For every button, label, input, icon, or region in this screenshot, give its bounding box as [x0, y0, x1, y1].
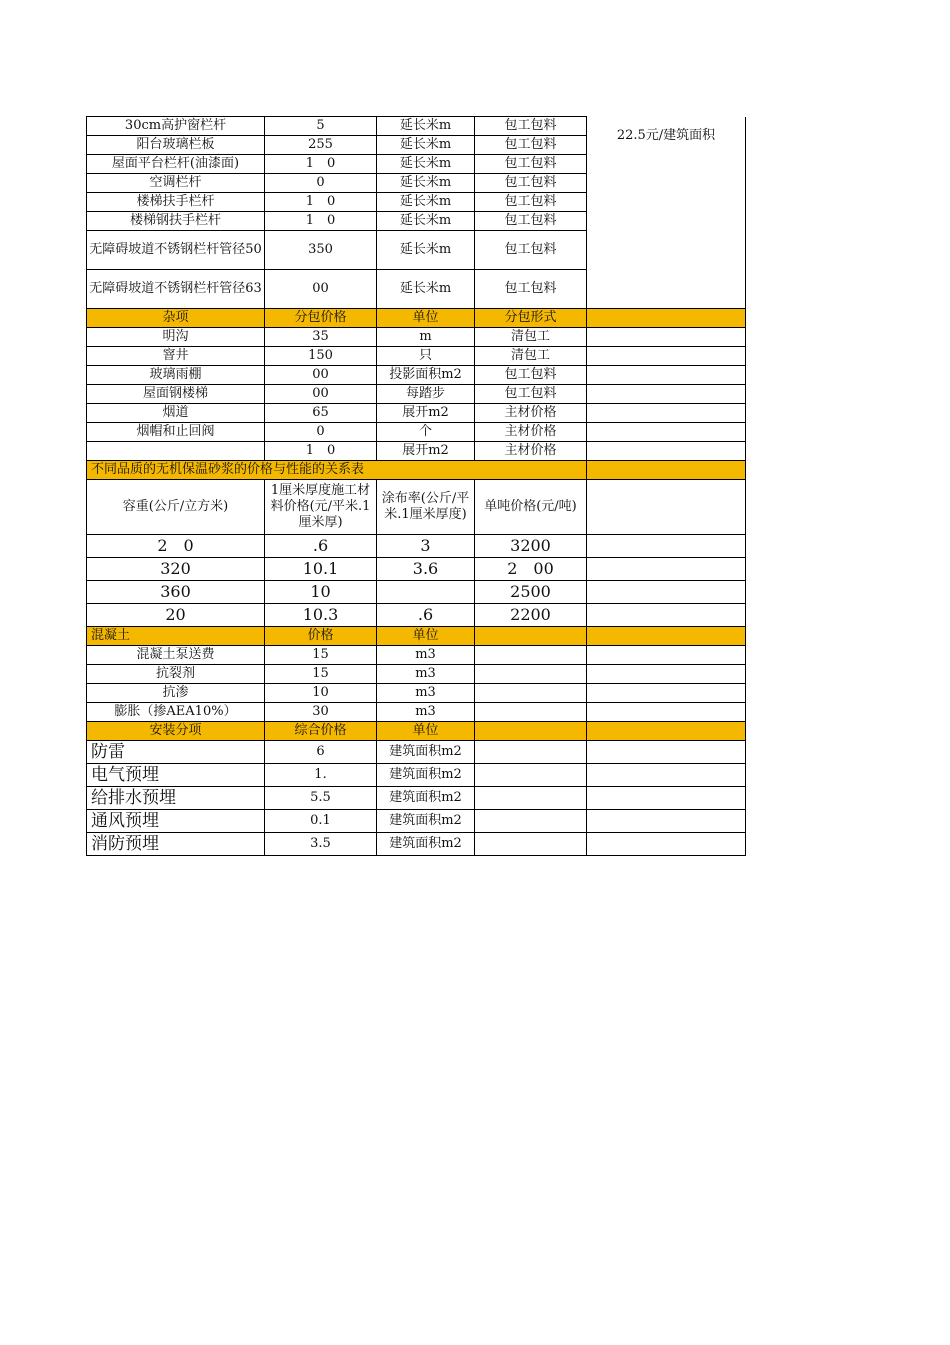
table-row	[87, 328, 746, 347]
item-name: 混凝土泵送费	[87, 646, 265, 665]
item-form: 包工包料	[475, 155, 587, 174]
empty-cell	[475, 741, 587, 764]
item-form: 包工包料	[475, 231, 587, 270]
item-form: 包工包料	[475, 193, 587, 212]
item-price: 255	[265, 136, 377, 155]
item-price: 3.5	[265, 833, 377, 856]
item-unit: 延长米m	[377, 270, 475, 309]
item-price: 00	[265, 366, 377, 385]
section-header-install	[87, 722, 746, 741]
table-row	[87, 703, 746, 722]
item-name: 楼梯扶手栏杆	[87, 193, 265, 212]
empty-cell	[475, 764, 587, 787]
item-price: 6	[265, 741, 377, 764]
item-unit: 展开m2	[377, 404, 475, 423]
empty-cell	[475, 833, 587, 856]
price-table	[86, 116, 746, 856]
item-unit: 展开m2	[377, 442, 475, 461]
item-price: 10	[265, 684, 377, 703]
header-unit: 单位	[377, 722, 475, 741]
column-header-material-price: 1厘米厚度施工材料价格(元/平米.1厘米厚)	[265, 480, 377, 535]
empty-cell	[587, 787, 746, 810]
table-row	[87, 787, 746, 810]
empty-cell	[587, 309, 746, 328]
empty-cell	[587, 328, 746, 347]
item-form: 包工包料	[475, 212, 587, 231]
empty-cell	[587, 764, 746, 787]
header-price: 综合价格	[265, 722, 377, 741]
item-name: 屋面钢楼梯	[87, 385, 265, 404]
empty-cell	[587, 604, 746, 627]
empty-cell	[587, 703, 746, 722]
item-name: 屋面平台栏杆(油漆面)	[87, 155, 265, 174]
item-price: 350	[265, 231, 377, 270]
empty-cell	[587, 810, 746, 833]
item-unit: 建筑面积m2	[377, 764, 475, 787]
density-value: 20	[87, 604, 265, 627]
empty-cell	[587, 535, 746, 558]
item-name: 无障碍坡道不锈钢栏杆管径63	[87, 270, 265, 309]
table-row	[87, 581, 746, 604]
item-name: 明沟	[87, 328, 265, 347]
empty-cell	[587, 741, 746, 764]
empty-cell	[475, 684, 587, 703]
empty-cell	[587, 558, 746, 581]
table-row	[87, 423, 746, 442]
item-price: 00	[265, 385, 377, 404]
empty-cell	[587, 347, 746, 366]
empty-cell	[475, 787, 587, 810]
material-price-value: 10	[265, 581, 377, 604]
item-name: 抗裂剂	[87, 665, 265, 684]
item-unit: 只	[377, 347, 475, 366]
table-row	[87, 366, 746, 385]
empty-cell	[587, 722, 746, 741]
item-form: 包工包料	[475, 117, 587, 136]
item-unit: 每踏步	[377, 385, 475, 404]
item-price: 1.	[265, 764, 377, 787]
empty-cell	[587, 480, 746, 535]
item-price: 5	[265, 117, 377, 136]
item-form: 主材价格	[475, 404, 587, 423]
item-name: 通风预埋	[87, 810, 265, 833]
item-unit: m	[377, 328, 475, 347]
item-name: 楼梯钢扶手栏杆	[87, 212, 265, 231]
item-form: 主材价格	[475, 423, 587, 442]
empty-cell	[587, 627, 746, 646]
item-unit: m3	[377, 665, 475, 684]
item-unit: 延长米m	[377, 155, 475, 174]
header-form: 分包形式	[475, 309, 587, 328]
item-name: 空调栏杆	[87, 174, 265, 193]
empty-cell	[475, 810, 587, 833]
item-form: 包工包料	[475, 385, 587, 404]
side-note: 22.5元/建筑面积	[587, 117, 746, 309]
item-price: 5.5	[265, 787, 377, 810]
section-header-concrete	[87, 627, 746, 646]
header-name: 杂项	[87, 309, 265, 328]
item-price: 65	[265, 404, 377, 423]
empty-cell	[587, 385, 746, 404]
item-form: 主材价格	[475, 442, 587, 461]
empty-cell	[475, 646, 587, 665]
empty-cell	[587, 366, 746, 385]
column-header-coverage: 涂布率(公斤/平米.1厘米厚度)	[377, 480, 475, 535]
item-form: 清包工	[475, 328, 587, 347]
item-unit: 延长米m	[377, 212, 475, 231]
item-name: 给排水预埋	[87, 787, 265, 810]
column-header-ton-price: 单吨价格(元/吨)	[475, 480, 587, 535]
table-row	[87, 604, 746, 627]
coverage-value	[377, 581, 475, 604]
empty-cell	[587, 684, 746, 703]
table-row	[87, 535, 746, 558]
item-form: 包工包料	[475, 136, 587, 155]
item-unit: m3	[377, 703, 475, 722]
item-unit: m3	[377, 646, 475, 665]
empty-cell	[587, 461, 746, 480]
empty-cell	[587, 646, 746, 665]
item-price: 30	[265, 703, 377, 722]
table-row	[87, 646, 746, 665]
material-price-value: .6	[265, 535, 377, 558]
header-name: 混凝土	[87, 627, 265, 646]
item-unit: 延长米m	[377, 174, 475, 193]
item-unit: 延长米m	[377, 231, 475, 270]
item-form: 包工包料	[475, 366, 587, 385]
item-name: 无障碍坡道不锈钢栏杆管径50	[87, 231, 265, 270]
material-price-value: 10.1	[265, 558, 377, 581]
item-price: 1 0	[265, 212, 377, 231]
item-unit: 个	[377, 423, 475, 442]
empty-cell	[475, 665, 587, 684]
item-name: 30cm高护窗栏杆	[87, 117, 265, 136]
coverage-value: .6	[377, 604, 475, 627]
empty-cell	[587, 442, 746, 461]
density-value: 320	[87, 558, 265, 581]
price-spreadsheet	[86, 116, 746, 856]
item-name: 窨井	[87, 347, 265, 366]
item-form: 包工包料	[475, 270, 587, 309]
item-price: 150	[265, 347, 377, 366]
item-unit: 延长米m	[377, 117, 475, 136]
item-price: 0	[265, 174, 377, 193]
item-name: 烟帽和止回阀	[87, 423, 265, 442]
header-name: 安装分项	[87, 722, 265, 741]
item-price: 1 0	[265, 442, 377, 461]
table-row	[87, 810, 746, 833]
empty-cell	[587, 665, 746, 684]
header-unit: 单位	[377, 627, 475, 646]
item-price: 1 0	[265, 155, 377, 174]
table-row	[87, 442, 746, 461]
item-name: 玻璃雨棚	[87, 366, 265, 385]
item-unit: 建筑面积m2	[377, 741, 475, 764]
table-row	[87, 117, 746, 136]
item-price: 35	[265, 328, 377, 347]
coverage-value: 3	[377, 535, 475, 558]
item-price: 0.1	[265, 810, 377, 833]
column-header-density: 容重(公斤/立方米)	[87, 480, 265, 535]
table-row	[87, 347, 746, 366]
section-header-mortar	[87, 461, 746, 480]
item-unit: 建筑面积m2	[377, 833, 475, 856]
item-unit: 建筑面积m2	[377, 787, 475, 810]
item-price: 00	[265, 270, 377, 309]
empty-cell	[587, 581, 746, 604]
section-header-misc	[87, 309, 746, 328]
item-unit: 投影面积m2	[377, 366, 475, 385]
coverage-value: 3.6	[377, 558, 475, 581]
header-unit: 单位	[377, 309, 475, 328]
table-row	[87, 833, 746, 856]
item-name	[87, 442, 265, 461]
item-unit: 延长米m	[377, 193, 475, 212]
mortar-column-headers	[87, 480, 746, 535]
item-price: 1 0	[265, 193, 377, 212]
item-unit: m3	[377, 684, 475, 703]
item-name: 消防预埋	[87, 833, 265, 856]
item-name: 防雷	[87, 741, 265, 764]
table-row	[87, 665, 746, 684]
item-name: 抗渗	[87, 684, 265, 703]
item-unit: 延长米m	[377, 136, 475, 155]
item-name: 电气预埋	[87, 764, 265, 787]
table-row	[87, 558, 746, 581]
ton-price-value: 2500	[475, 581, 587, 604]
ton-price-value: 2 00	[475, 558, 587, 581]
item-name: 膨胀（掺AEA10%）	[87, 703, 265, 722]
item-name: 烟道	[87, 404, 265, 423]
item-form: 包工包料	[475, 174, 587, 193]
table-row	[87, 385, 746, 404]
material-price-value: 10.3	[265, 604, 377, 627]
header-price: 分包价格	[265, 309, 377, 328]
empty-cell	[587, 423, 746, 442]
density-value: 2 0	[87, 535, 265, 558]
item-form: 清包工	[475, 347, 587, 366]
density-value: 360	[87, 581, 265, 604]
table-row	[87, 741, 746, 764]
table-row	[87, 764, 746, 787]
empty-cell	[587, 833, 746, 856]
ton-price-value: 3200	[475, 535, 587, 558]
empty-cell	[475, 722, 587, 741]
item-price: 0	[265, 423, 377, 442]
empty-cell	[475, 627, 587, 646]
item-price: 15	[265, 665, 377, 684]
table-row	[87, 684, 746, 703]
header-price: 价格	[265, 627, 377, 646]
mortar-title: 不同品质的无机保温砂浆的价格与性能的关系表	[87, 461, 587, 480]
empty-cell	[587, 404, 746, 423]
ton-price-value: 2200	[475, 604, 587, 627]
table-row	[87, 404, 746, 423]
item-price: 15	[265, 646, 377, 665]
item-name: 阳台玻璃栏板	[87, 136, 265, 155]
empty-cell	[475, 703, 587, 722]
item-unit: 建筑面积m2	[377, 810, 475, 833]
